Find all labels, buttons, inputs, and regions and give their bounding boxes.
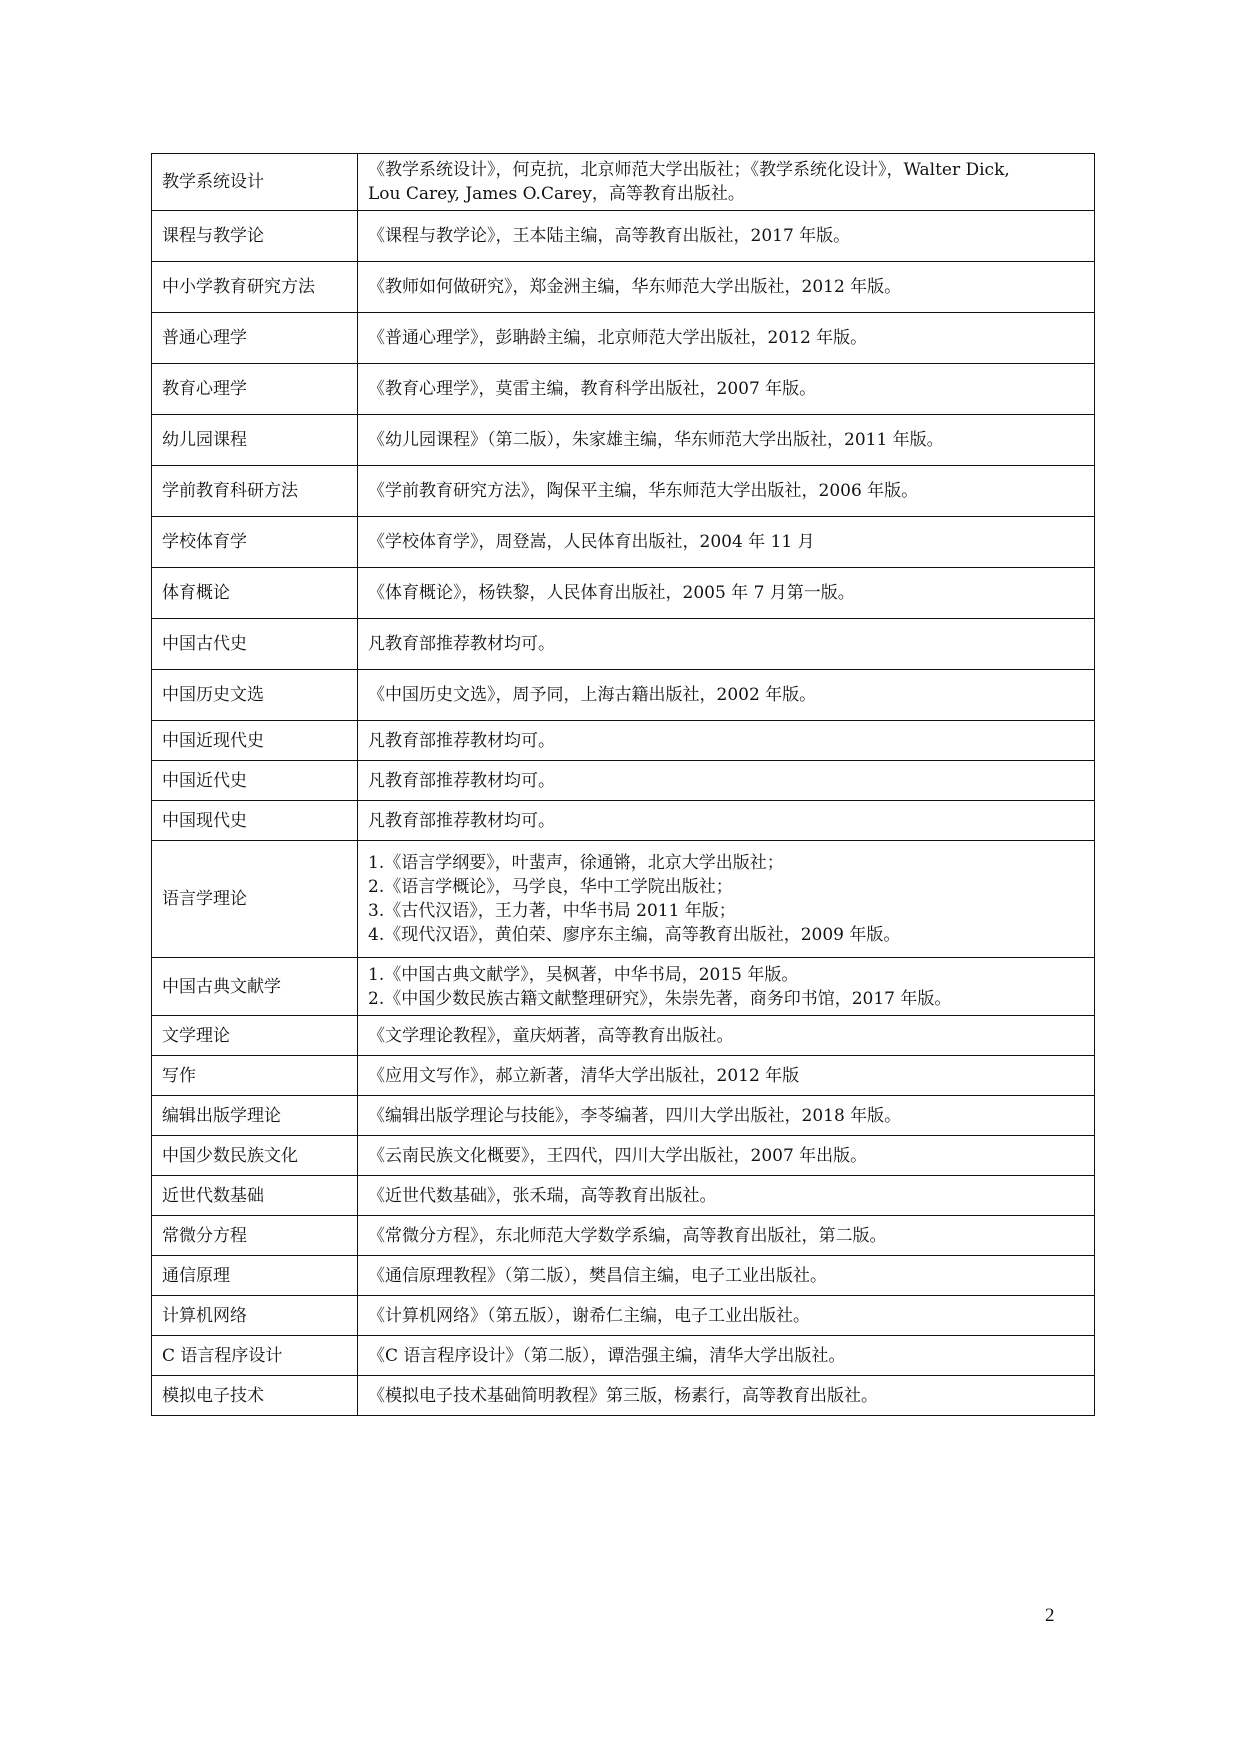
course-name-cell: 体育概论 [152, 568, 358, 619]
textbook-line: 《通信原理教程》（第二版），樊昌信主编，电子工业出版社。 [368, 1265, 827, 1286]
table-row [152, 211, 1095, 262]
page-number: 2 [1045, 1605, 1055, 1626]
table-row [152, 262, 1095, 313]
textbook-cell [358, 262, 1095, 313]
textbook-cell [358, 466, 1095, 517]
course-name-cell: 编辑出版学理论 [152, 1096, 358, 1136]
course-name-cell: 写作 [152, 1056, 358, 1096]
textbook-cell [358, 721, 1095, 761]
course-name-cell: 常微分方程 [152, 1216, 358, 1256]
textbook-cell [358, 841, 1095, 958]
textbook-line: 1.《语言学纲要》，叶蜚声，徐通锵，北京大学出版社； [368, 853, 784, 873]
textbook-line: 2.《中国少数民族古籍文献整理研究》，朱崇先著，商务印书馆，2017 年版。 [368, 988, 952, 1009]
textbook-cell [358, 1296, 1095, 1336]
table-row [152, 670, 1095, 721]
table-row [152, 1376, 1095, 1416]
textbook-cell [358, 670, 1095, 721]
table-row [152, 619, 1095, 670]
textbook-cell [358, 1136, 1095, 1176]
textbook-line: 《普通心理学》，彭聃龄主编，北京师范大学出版社，2012 年版。 [368, 328, 868, 348]
textbook-line: 《应用文写作》，郝立新著，清华大学出版社，2012 年版 [368, 1065, 800, 1086]
textbook-cell [358, 958, 1095, 1016]
course-name-cell: 学前教育科研方法 [152, 466, 358, 517]
table-row [152, 761, 1095, 801]
textbook-cell [358, 1016, 1095, 1056]
table-row [152, 841, 1095, 958]
textbook-line: 《教师如何做研究》，郑金洲主编，华东师范大学出版社，2012 年版。 [368, 277, 902, 297]
textbook-line: 《模拟电子技术基础简明教程》第三版，杨素行，高等教育出版社。 [368, 1385, 878, 1406]
textbook-line: 3.《古代汉语》，王力著，中华书局 2011 年版； [368, 901, 736, 921]
textbook-cell [358, 1376, 1095, 1416]
course-name-cell: 中国古代史 [152, 619, 358, 670]
table-row [152, 517, 1095, 568]
textbook-table [151, 153, 1095, 1416]
table-row [152, 415, 1095, 466]
textbook-cell [358, 415, 1095, 466]
textbook-line: 《计算机网络》（第五版），谢希仁主编，电子工业出版社。 [368, 1305, 810, 1326]
textbook-line: 《幼儿园课程》（第二版），朱家雄主编，华东师范大学出版社，2011 年版。 [368, 430, 944, 450]
textbook-line: 凡教育部推荐教材均可。 [368, 634, 555, 654]
textbook-table-body [152, 154, 1095, 1416]
textbook-line: 《课程与教学论》，王本陆主编，高等教育出版社，2017 年版。 [368, 226, 851, 246]
course-name-cell: 学校体育学 [152, 517, 358, 568]
table-row [152, 313, 1095, 364]
textbook-cell [358, 313, 1095, 364]
course-name-cell: 中国历史文选 [152, 670, 358, 721]
table-row [152, 364, 1095, 415]
course-name-cell: 通信原理 [152, 1256, 358, 1296]
textbook-line: Lou Carey, James O.Carey，高等教育出版社。 [368, 184, 745, 204]
table-row [152, 1256, 1095, 1296]
textbook-cell [358, 801, 1095, 841]
table-row [152, 1296, 1095, 1336]
textbook-cell [358, 364, 1095, 415]
course-name-cell: 中国少数民族文化 [152, 1136, 358, 1176]
textbook-line: 《C 语言程序设计》（第二版），谭浩强主编，清华大学出版社。 [368, 1345, 846, 1366]
textbook-line: 凡教育部推荐教材均可。 [368, 770, 555, 791]
table-row [152, 1136, 1095, 1176]
textbook-cell [358, 154, 1095, 211]
textbook-line: 《文学理论教程》，童庆炳著，高等教育出版社。 [368, 1025, 734, 1046]
table-row [152, 1016, 1095, 1056]
course-name-cell: 教育心理学 [152, 364, 358, 415]
textbook-line: 《教育心理学》，莫雷主编，教育科学出版社，2007 年版。 [368, 379, 817, 399]
table-row [152, 466, 1095, 517]
course-name-cell: 幼儿园课程 [152, 415, 358, 466]
textbook-cell [358, 1176, 1095, 1216]
course-name-cell: 文学理论 [152, 1016, 358, 1056]
textbook-line: 2.《语言学概论》，马学良，华中工学院出版社； [368, 877, 733, 897]
course-name-cell: 计算机网络 [152, 1296, 358, 1336]
textbook-line: 《中国历史文选》，周予同，上海古籍出版社，2002 年版。 [368, 685, 817, 705]
table-row [152, 958, 1095, 1016]
textbook-cell [358, 1096, 1095, 1136]
course-name-cell: 课程与教学论 [152, 211, 358, 262]
textbook-line: 《教学系统设计》，何克抗，北京师范大学出版社；《教学系统化设计》，Walter Dick, [368, 160, 1010, 180]
textbook-line: 《学校体育学》，周登嵩，人民体育出版社，2004 年 11 月 [368, 532, 815, 552]
textbook-line: 《云南民族文化概要》，王四代，四川大学出版社，2007 年出版。 [368, 1145, 868, 1166]
textbook-cell [358, 1216, 1095, 1256]
table-row [152, 1216, 1095, 1256]
textbook-cell [358, 619, 1095, 670]
textbook-cell [358, 211, 1095, 262]
textbook-line: 4.《现代汉语》，黄伯荣、廖序东主编，高等教育出版社，2009 年版。 [368, 925, 901, 945]
textbook-cell [358, 1336, 1095, 1376]
table-row [152, 1176, 1095, 1216]
course-name-cell: 中国近代史 [152, 761, 358, 801]
textbook-line: 《近世代数基础》，张禾瑞，高等教育出版社。 [368, 1185, 717, 1206]
table-row [152, 154, 1095, 211]
course-name-cell: C 语言程序设计 [152, 1336, 358, 1376]
course-name-cell: 中国近现代史 [152, 721, 358, 761]
table-row [152, 568, 1095, 619]
textbook-cell [358, 1056, 1095, 1096]
textbook-line: 《常微分方程》，东北师范大学数学系编，高等教育出版社，第二版。 [368, 1225, 887, 1246]
course-name-cell: 中国现代史 [152, 801, 358, 841]
table-row [152, 1096, 1095, 1136]
table-row [152, 1056, 1095, 1096]
textbook-cell [358, 761, 1095, 801]
course-name-cell: 近世代数基础 [152, 1176, 358, 1216]
table-row [152, 1336, 1095, 1376]
course-name-cell: 语言学理论 [152, 841, 358, 958]
textbook-cell [358, 568, 1095, 619]
course-name-cell: 中小学教育研究方法 [152, 262, 358, 313]
course-name-cell: 中国古典文献学 [152, 958, 358, 1016]
textbook-line: 凡教育部推荐教材均可。 [368, 810, 555, 831]
textbook-cell [358, 517, 1095, 568]
textbook-cell [358, 1256, 1095, 1296]
course-name-cell: 教学系统设计 [152, 154, 358, 211]
textbook-line: 《编辑出版学理论与技能》，李苓编著，四川大学出版社，2018 年版。 [368, 1105, 902, 1126]
table-row [152, 801, 1095, 841]
textbook-line: 1.《中国古典文献学》，吴枫著，中华书局，2015 年版。 [368, 964, 799, 985]
table-row [152, 721, 1095, 761]
course-name-cell: 普通心理学 [152, 313, 358, 364]
course-name-cell: 模拟电子技术 [152, 1376, 358, 1416]
textbook-line: 凡教育部推荐教材均可。 [368, 730, 555, 751]
textbook-line: 《学前教育研究方法》，陶保平主编，华东师范大学出版社，2006 年版。 [368, 481, 919, 501]
textbook-line: 《体育概论》，杨铁黎，人民体育出版社，2005 年 7 月第一版。 [368, 583, 855, 603]
